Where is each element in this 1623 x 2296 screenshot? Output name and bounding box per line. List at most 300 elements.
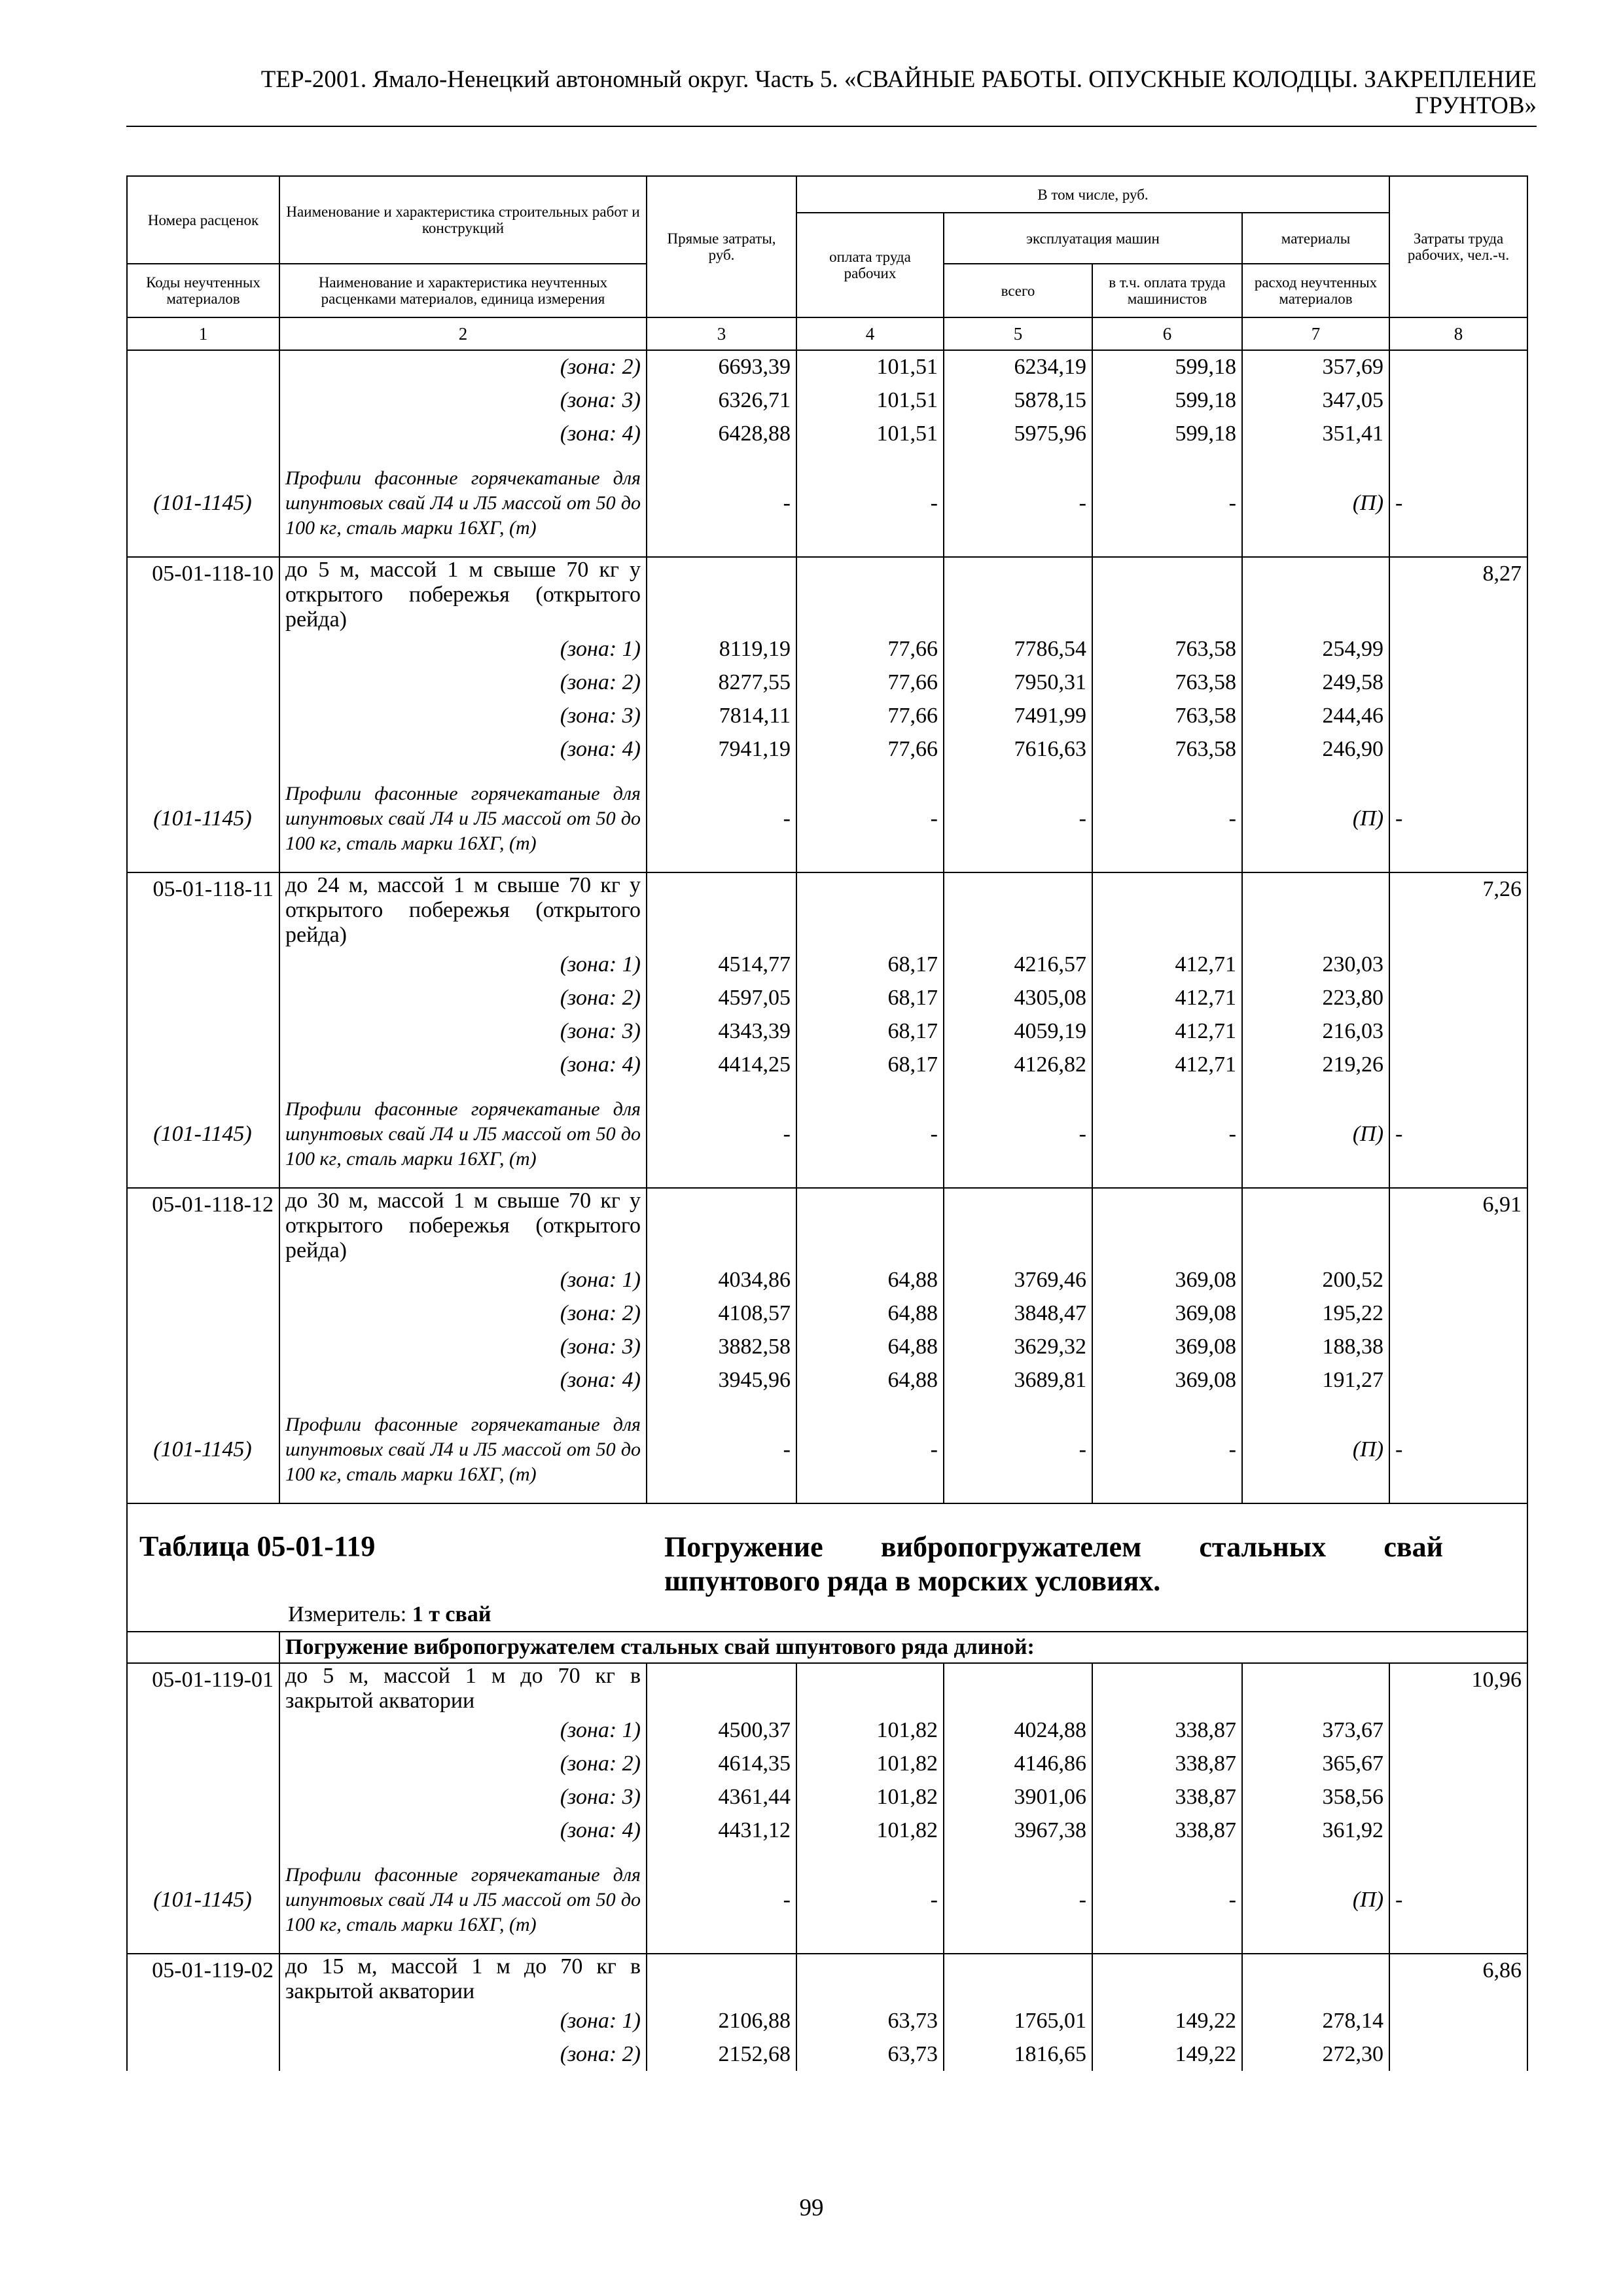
material-name: Профили фасонные горячекатаные для шпунтовых свай Л4 и Л5 массой от 50 до 100 кг, сталь марки 16ХГ, (т) [279, 1397, 647, 1503]
direct-cost: 4614,35 [647, 1747, 796, 1780]
machines-total: 3967,38 [944, 1814, 1092, 1847]
labor-pay: 64,88 [796, 1363, 944, 1397]
subheading-row [127, 1632, 1527, 1663]
zone-label: (зона: 2) [279, 1747, 647, 1780]
zone-label: (зона: 1) [279, 1263, 647, 1297]
code-cell [127, 1814, 279, 1847]
code-cell [127, 632, 279, 666]
machines-total: 4305,08 [944, 981, 1092, 1014]
material-dash: - [647, 1397, 796, 1503]
zone-label: (зона: 4) [279, 1363, 647, 1397]
header-col8: Затраты труда рабочих, чел.-ч. [1389, 176, 1527, 317]
code-cell [127, 699, 279, 732]
header-col4: оплата труда рабочих [796, 213, 944, 317]
subheading: Погружение вибропогружателем стальных свай шпунтового ряда длиной: [279, 1632, 1527, 1663]
labor-cost [1389, 1780, 1527, 1814]
labor-cost [1389, 1297, 1527, 1330]
rate-row [127, 872, 1527, 948]
labor-pay: 77,66 [796, 732, 944, 766]
labor-cost [1389, 666, 1527, 699]
materials-cost: 246,90 [1242, 732, 1389, 766]
rate-name: до 5 м, массой 1 м свыше 70 кг у открытого побережья (открытого рейда) [279, 557, 647, 632]
material-dash: - [796, 1397, 944, 1503]
code-cell [127, 666, 279, 699]
direct-cost: 7814,11 [647, 699, 796, 732]
direct-cost: 4500,37 [647, 1713, 796, 1747]
meter [288, 1602, 1522, 1627]
labor-pay: 101,51 [796, 350, 944, 384]
direct-cost: 3882,58 [647, 1330, 796, 1363]
table-body [127, 350, 1527, 2071]
table-row [127, 666, 1527, 699]
material-code: (101-1145) [127, 1847, 279, 1954]
table-row [127, 1263, 1527, 1297]
zone-label: (зона: 1) [279, 948, 647, 981]
materials-cost: 357,69 [1242, 350, 1389, 384]
machinist-pay: 338,87 [1092, 1713, 1242, 1747]
machinist-pay: 763,58 [1092, 699, 1242, 732]
materials-cost: 358,56 [1242, 1780, 1389, 1814]
materials-cost: 188,38 [1242, 1330, 1389, 1363]
table-row [127, 699, 1527, 732]
empty-cell [796, 557, 944, 632]
empty-cell [1092, 872, 1242, 948]
table-row [127, 1747, 1527, 1780]
code-cell [127, 2037, 279, 2071]
material-row [127, 450, 1527, 557]
machines-total: 6234,19 [944, 350, 1092, 384]
zone-label: (зона: 2) [279, 981, 647, 1014]
empty-cell [944, 1188, 1092, 1263]
direct-cost: 8119,19 [647, 632, 796, 666]
code-cell [127, 2004, 279, 2037]
material-dash: - [796, 1847, 944, 1954]
labor-cost [1389, 1330, 1527, 1363]
rate-name: до 30 м, массой 1 м свыше 70 кг у открытого побережья (открытого рейда) [279, 1188, 647, 1263]
materials-cost: 361,92 [1242, 1814, 1389, 1847]
col-number: 6 [1092, 317, 1242, 350]
zone-label: (зона: 3) [279, 1014, 647, 1048]
material-name: Профили фасонные горячекатаные для шпунтовых свай Л4 и Л5 массой от 50 до 100 кг, сталь марки 16ХГ, (т) [279, 766, 647, 872]
labor-pay: 77,66 [796, 666, 944, 699]
materials-cost: 191,27 [1242, 1363, 1389, 1397]
material-dash: - [647, 1081, 796, 1188]
machines-total: 4024,88 [944, 1713, 1092, 1747]
rate-row [127, 1663, 1527, 1713]
table-row [127, 384, 1527, 417]
code-cell [127, 350, 279, 384]
zone-label: (зона: 1) [279, 2004, 647, 2037]
direct-cost: 7941,19 [647, 732, 796, 766]
machines-total: 4146,86 [944, 1747, 1092, 1780]
materials-cost: 216,03 [1242, 1014, 1389, 1048]
material-p-mark: (П) [1242, 766, 1389, 872]
meter-value: 1 т свай [412, 1602, 491, 1626]
zone-label: (зона: 4) [279, 732, 647, 766]
material-dash: - [796, 450, 944, 557]
code-cell [127, 1297, 279, 1330]
material-dash: - [1092, 766, 1242, 872]
material-dash: - [1389, 1081, 1527, 1188]
labor-cost: 7,26 [1389, 872, 1527, 948]
materials-cost: 373,67 [1242, 1713, 1389, 1747]
machines-total: 4126,82 [944, 1048, 1092, 1081]
machines-total: 7950,31 [944, 666, 1092, 699]
labor-pay: 64,88 [796, 1330, 944, 1363]
header-col1b: Коды неучтенных материалов [127, 264, 279, 317]
table-row [127, 2037, 1527, 2071]
col-number: 8 [1389, 317, 1527, 350]
table-row [127, 1780, 1527, 1814]
labor-pay: 101,82 [796, 1713, 944, 1747]
machines-total: 1765,01 [944, 2004, 1092, 2037]
rate-row [127, 557, 1527, 632]
material-row [127, 1081, 1527, 1188]
rate-code: 05-01-118-12 [127, 1188, 279, 1263]
table-row [127, 417, 1527, 450]
machines-total: 7786,54 [944, 632, 1092, 666]
empty-cell [127, 1632, 279, 1663]
rate-name: до 24 м, массой 1 м свыше 70 кг у открытого побережья (открытого рейда) [279, 872, 647, 948]
header-col5: всего [944, 264, 1092, 317]
material-code: (101-1145) [127, 1081, 279, 1188]
material-dash: - [944, 1847, 1092, 1954]
table-title-row [127, 1503, 1527, 1632]
machines-total: 7491,99 [944, 699, 1092, 732]
col-number: 2 [279, 317, 647, 350]
code-cell [127, 1780, 279, 1814]
zone-label: (зона: 2) [279, 350, 647, 384]
machinist-pay: 412,71 [1092, 948, 1242, 981]
machinist-pay: 338,87 [1092, 1780, 1242, 1814]
materials-cost: 347,05 [1242, 384, 1389, 417]
machinist-pay: 599,18 [1092, 384, 1242, 417]
zone-label: (зона: 3) [279, 1330, 647, 1363]
labor-pay: 64,88 [796, 1263, 944, 1297]
table-row [127, 1014, 1527, 1048]
header-col2b: Наименование и характеристика неучтенных расценками материалов, единица измерения [279, 264, 647, 317]
material-p-mark: (П) [1242, 450, 1389, 557]
header-col7: расход неучтенных материалов [1242, 264, 1389, 317]
labor-cost [1389, 1814, 1527, 1847]
labor-pay: 68,17 [796, 1048, 944, 1081]
rate-code: 05-01-119-02 [127, 1954, 279, 2004]
material-dash: - [1389, 1847, 1527, 1954]
machines-total: 4059,19 [944, 1014, 1092, 1048]
labor-cost [1389, 948, 1527, 981]
labor-pay: 63,73 [796, 2037, 944, 2071]
rate-row [127, 1954, 1527, 2004]
empty-cell [1242, 1954, 1389, 2004]
machinist-pay: 369,08 [1092, 1330, 1242, 1363]
table-row [127, 1814, 1527, 1847]
table-row [127, 632, 1527, 666]
direct-cost: 6428,88 [647, 417, 796, 450]
labor-cost [1389, 732, 1527, 766]
materials-cost: 219,26 [1242, 1048, 1389, 1081]
rate-code: 05-01-118-10 [127, 557, 279, 632]
material-row [127, 766, 1527, 872]
labor-pay: 101,51 [796, 384, 944, 417]
materials-cost: 244,46 [1242, 699, 1389, 732]
materials-cost: 223,80 [1242, 981, 1389, 1014]
labor-cost [1389, 1263, 1527, 1297]
machinist-pay: 412,71 [1092, 1048, 1242, 1081]
labor-pay: 101,82 [796, 1780, 944, 1814]
rate-code: 05-01-118-11 [127, 872, 279, 948]
machines-total: 5878,15 [944, 384, 1092, 417]
materials-cost: 365,67 [1242, 1747, 1389, 1780]
labor-cost: 6,91 [1389, 1188, 1527, 1263]
empty-cell [1092, 1188, 1242, 1263]
header-col2a: Наименование и характеристика строительных работ и конструкций [279, 176, 647, 264]
empty-cell [1092, 1663, 1242, 1713]
header-line-1: ТЕР-2001. Ямало-Ненецкий автономный округ. Часть 5. «СВАЙНЫЕ РАБОТЫ. ОПУСКНЫЕ КОЛОДЦЫ. ЗАКРЕПЛЕНИЕ [260, 66, 1537, 93]
labor-pay: 68,17 [796, 1014, 944, 1048]
empty-cell [1242, 1188, 1389, 1263]
machinist-pay: 412,71 [1092, 1014, 1242, 1048]
empty-cell [944, 872, 1092, 948]
col-number: 4 [796, 317, 944, 350]
material-dash: - [944, 450, 1092, 557]
materials-cost: 278,14 [1242, 2004, 1389, 2037]
material-code: (101-1145) [127, 766, 279, 872]
price-table [126, 175, 1528, 2071]
empty-cell [1092, 1954, 1242, 2004]
labor-cost [1389, 350, 1527, 384]
col-number: 3 [647, 317, 796, 350]
machinist-pay: 369,08 [1092, 1263, 1242, 1297]
material-p-mark: (П) [1242, 1847, 1389, 1954]
zone-label: (зона: 4) [279, 1048, 647, 1081]
material-dash: - [1092, 1847, 1242, 1954]
rate-code: 05-01-119-01 [127, 1663, 279, 1713]
material-dash: - [1389, 766, 1527, 872]
labor-pay: 101,82 [796, 1814, 944, 1847]
zone-label: (зона: 2) [279, 1297, 647, 1330]
code-cell [127, 1747, 279, 1780]
header-col3: Прямые затраты, руб. [647, 176, 796, 317]
empty-cell [1242, 557, 1389, 632]
page-header [126, 67, 1537, 119]
empty-cell [647, 1954, 796, 2004]
direct-cost: 4431,12 [647, 1814, 796, 1847]
rate-name: до 15 м, массой 1 м до 70 кг в закрытой акватории [279, 1954, 647, 2004]
machines-total: 7616,63 [944, 732, 1092, 766]
labor-pay: 68,17 [796, 981, 944, 1014]
empty-cell [796, 1663, 944, 1713]
code-cell [127, 1330, 279, 1363]
material-row [127, 1847, 1527, 1954]
direct-cost: 4361,44 [647, 1780, 796, 1814]
rate-name: до 5 м, массой 1 м до 70 кг в закрытой акватории [279, 1663, 647, 1713]
labor-pay: 68,17 [796, 948, 944, 981]
header-col1a: Номера расценок [127, 176, 279, 264]
col-number: 5 [944, 317, 1092, 350]
labor-cost [1389, 1048, 1527, 1081]
empty-cell [647, 1188, 796, 1263]
machinist-pay: 149,22 [1092, 2004, 1242, 2037]
material-name: Профили фасонные горячекатаные для шпунтовых свай Л4 и Л5 массой от 50 до 100 кг, сталь марки 16ХГ, (т) [279, 450, 647, 557]
empty-cell [1092, 557, 1242, 632]
table-row [127, 981, 1527, 1014]
material-row [127, 1397, 1527, 1503]
code-cell [127, 1014, 279, 1048]
material-dash: - [796, 1081, 944, 1188]
machinist-pay: 763,58 [1092, 732, 1242, 766]
labor-cost [1389, 632, 1527, 666]
machines-total: 3629,32 [944, 1330, 1092, 1363]
materials-cost: 200,52 [1242, 1263, 1389, 1297]
zone-label: (зона: 3) [279, 384, 647, 417]
material-name: Профили фасонные горячекатаные для шпунтовых свай Л4 и Л5 массой от 50 до 100 кг, сталь марки 16ХГ, (т) [279, 1081, 647, 1188]
labor-cost [1389, 1014, 1527, 1048]
header-col6: в т.ч. оплата труда машинистов [1092, 264, 1242, 317]
direct-cost: 4597,05 [647, 981, 796, 1014]
material-dash: - [1092, 1397, 1242, 1503]
direct-cost: 6326,71 [647, 384, 796, 417]
table-title-cell [127, 1503, 1527, 1632]
labor-pay: 101,82 [796, 1747, 944, 1780]
col-number: 7 [1242, 317, 1389, 350]
labor-cost [1389, 981, 1527, 1014]
empty-cell [944, 1663, 1092, 1713]
materials-cost: 249,58 [1242, 666, 1389, 699]
table-title: Погружение вибропогружателем стальных свай шпунтового ряда в морских условиях. [664, 1531, 1444, 1597]
table-row [127, 732, 1527, 766]
machinist-pay: 763,58 [1092, 666, 1242, 699]
labor-pay: 64,88 [796, 1297, 944, 1330]
machines-total: 3848,47 [944, 1297, 1092, 1330]
code-cell [127, 1713, 279, 1747]
code-cell [127, 1363, 279, 1397]
machinist-pay: 599,18 [1092, 350, 1242, 384]
header-line-2: ГРУНТОВ» [1415, 92, 1537, 119]
table-row [127, 1363, 1527, 1397]
header-materials: материалы [1242, 213, 1389, 264]
machinist-pay: 763,58 [1092, 632, 1242, 666]
machinist-pay: 338,87 [1092, 1814, 1242, 1847]
table-row [127, 1330, 1527, 1363]
material-dash: - [1092, 1081, 1242, 1188]
code-cell [127, 1048, 279, 1081]
table-row [127, 2004, 1527, 2037]
direct-cost: 6693,39 [647, 350, 796, 384]
material-dash: - [1389, 1397, 1527, 1503]
labor-cost [1389, 1747, 1527, 1780]
material-dash: - [647, 766, 796, 872]
empty-cell [647, 872, 796, 948]
header-divider [126, 126, 1537, 127]
empty-cell [1242, 872, 1389, 948]
empty-cell [944, 557, 1092, 632]
machines-total: 1816,65 [944, 2037, 1092, 2071]
header-including: В том числе, руб. [796, 176, 1389, 213]
empty-cell [944, 1954, 1092, 2004]
material-dash: - [796, 766, 944, 872]
header-machines: эксплуатация машин [944, 213, 1242, 264]
labor-pay: 77,66 [796, 632, 944, 666]
machines-total: 4216,57 [944, 948, 1092, 981]
direct-cost: 2106,88 [647, 2004, 796, 2037]
direct-cost: 8277,55 [647, 666, 796, 699]
zone-label: (зона: 4) [279, 417, 647, 450]
material-code: (101-1145) [127, 1397, 279, 1503]
labor-cost [1389, 1363, 1527, 1397]
empty-cell [1242, 1663, 1389, 1713]
material-dash: - [944, 1081, 1092, 1188]
direct-cost: 2152,68 [647, 2037, 796, 2071]
materials-cost: 272,30 [1242, 2037, 1389, 2071]
direct-cost: 4034,86 [647, 1263, 796, 1297]
materials-cost: 195,22 [1242, 1297, 1389, 1330]
labor-cost [1389, 1713, 1527, 1747]
machinist-pay: 412,71 [1092, 981, 1242, 1014]
code-cell [127, 981, 279, 1014]
material-dash: - [944, 1397, 1092, 1503]
rate-row [127, 1188, 1527, 1263]
materials-cost: 351,41 [1242, 417, 1389, 450]
code-cell [127, 732, 279, 766]
table-row [127, 1048, 1527, 1081]
material-dash: - [647, 1847, 796, 1954]
zone-label: (зона: 2) [279, 2037, 647, 2071]
empty-cell [647, 557, 796, 632]
zone-label: (зона: 4) [279, 1814, 647, 1847]
code-cell [127, 948, 279, 981]
machinist-pay: 149,22 [1092, 2037, 1242, 2071]
labor-cost: 10,96 [1389, 1663, 1527, 1713]
direct-cost: 3945,96 [647, 1363, 796, 1397]
labor-pay: 63,73 [796, 2004, 944, 2037]
machinist-pay: 369,08 [1092, 1297, 1242, 1330]
labor-cost [1389, 2004, 1527, 2037]
table-header [127, 176, 1527, 350]
machinist-pay: 369,08 [1092, 1363, 1242, 1397]
material-dash: - [1389, 450, 1527, 557]
material-dash: - [944, 766, 1092, 872]
materials-cost: 254,99 [1242, 632, 1389, 666]
materials-cost: 230,03 [1242, 948, 1389, 981]
zone-label: (зона: 2) [279, 666, 647, 699]
material-dash: - [647, 450, 796, 557]
direct-cost: 4414,25 [647, 1048, 796, 1081]
empty-cell [647, 1663, 796, 1713]
machinist-pay: 338,87 [1092, 1747, 1242, 1780]
machines-total: 3769,46 [944, 1263, 1092, 1297]
empty-cell [796, 872, 944, 948]
material-name: Профили фасонные горячекатаные для шпунтовых свай Л4 и Л5 массой от 50 до 100 кг, сталь марки 16ХГ, (т) [279, 1847, 647, 1954]
labor-pay: 77,66 [796, 699, 944, 732]
direct-cost: 4343,39 [647, 1014, 796, 1048]
machinist-pay: 599,18 [1092, 417, 1242, 450]
machines-total: 5975,96 [944, 417, 1092, 450]
page-number: 99 [799, 2195, 824, 2221]
table-label: Таблица 05-01-119 [139, 1530, 376, 1562]
machines-total: 3689,81 [944, 1363, 1092, 1397]
table-row [127, 948, 1527, 981]
material-code: (101-1145) [127, 450, 279, 557]
col-number: 1 [127, 317, 279, 350]
labor-cost [1389, 2037, 1527, 2071]
labor-cost: 8,27 [1389, 557, 1527, 632]
material-p-mark: (П) [1242, 1081, 1389, 1188]
labor-cost [1389, 699, 1527, 732]
code-cell [127, 1263, 279, 1297]
machines-total: 3901,06 [944, 1780, 1092, 1814]
labor-cost: 6,86 [1389, 1954, 1527, 2004]
zone-label: (зона: 1) [279, 1713, 647, 1747]
